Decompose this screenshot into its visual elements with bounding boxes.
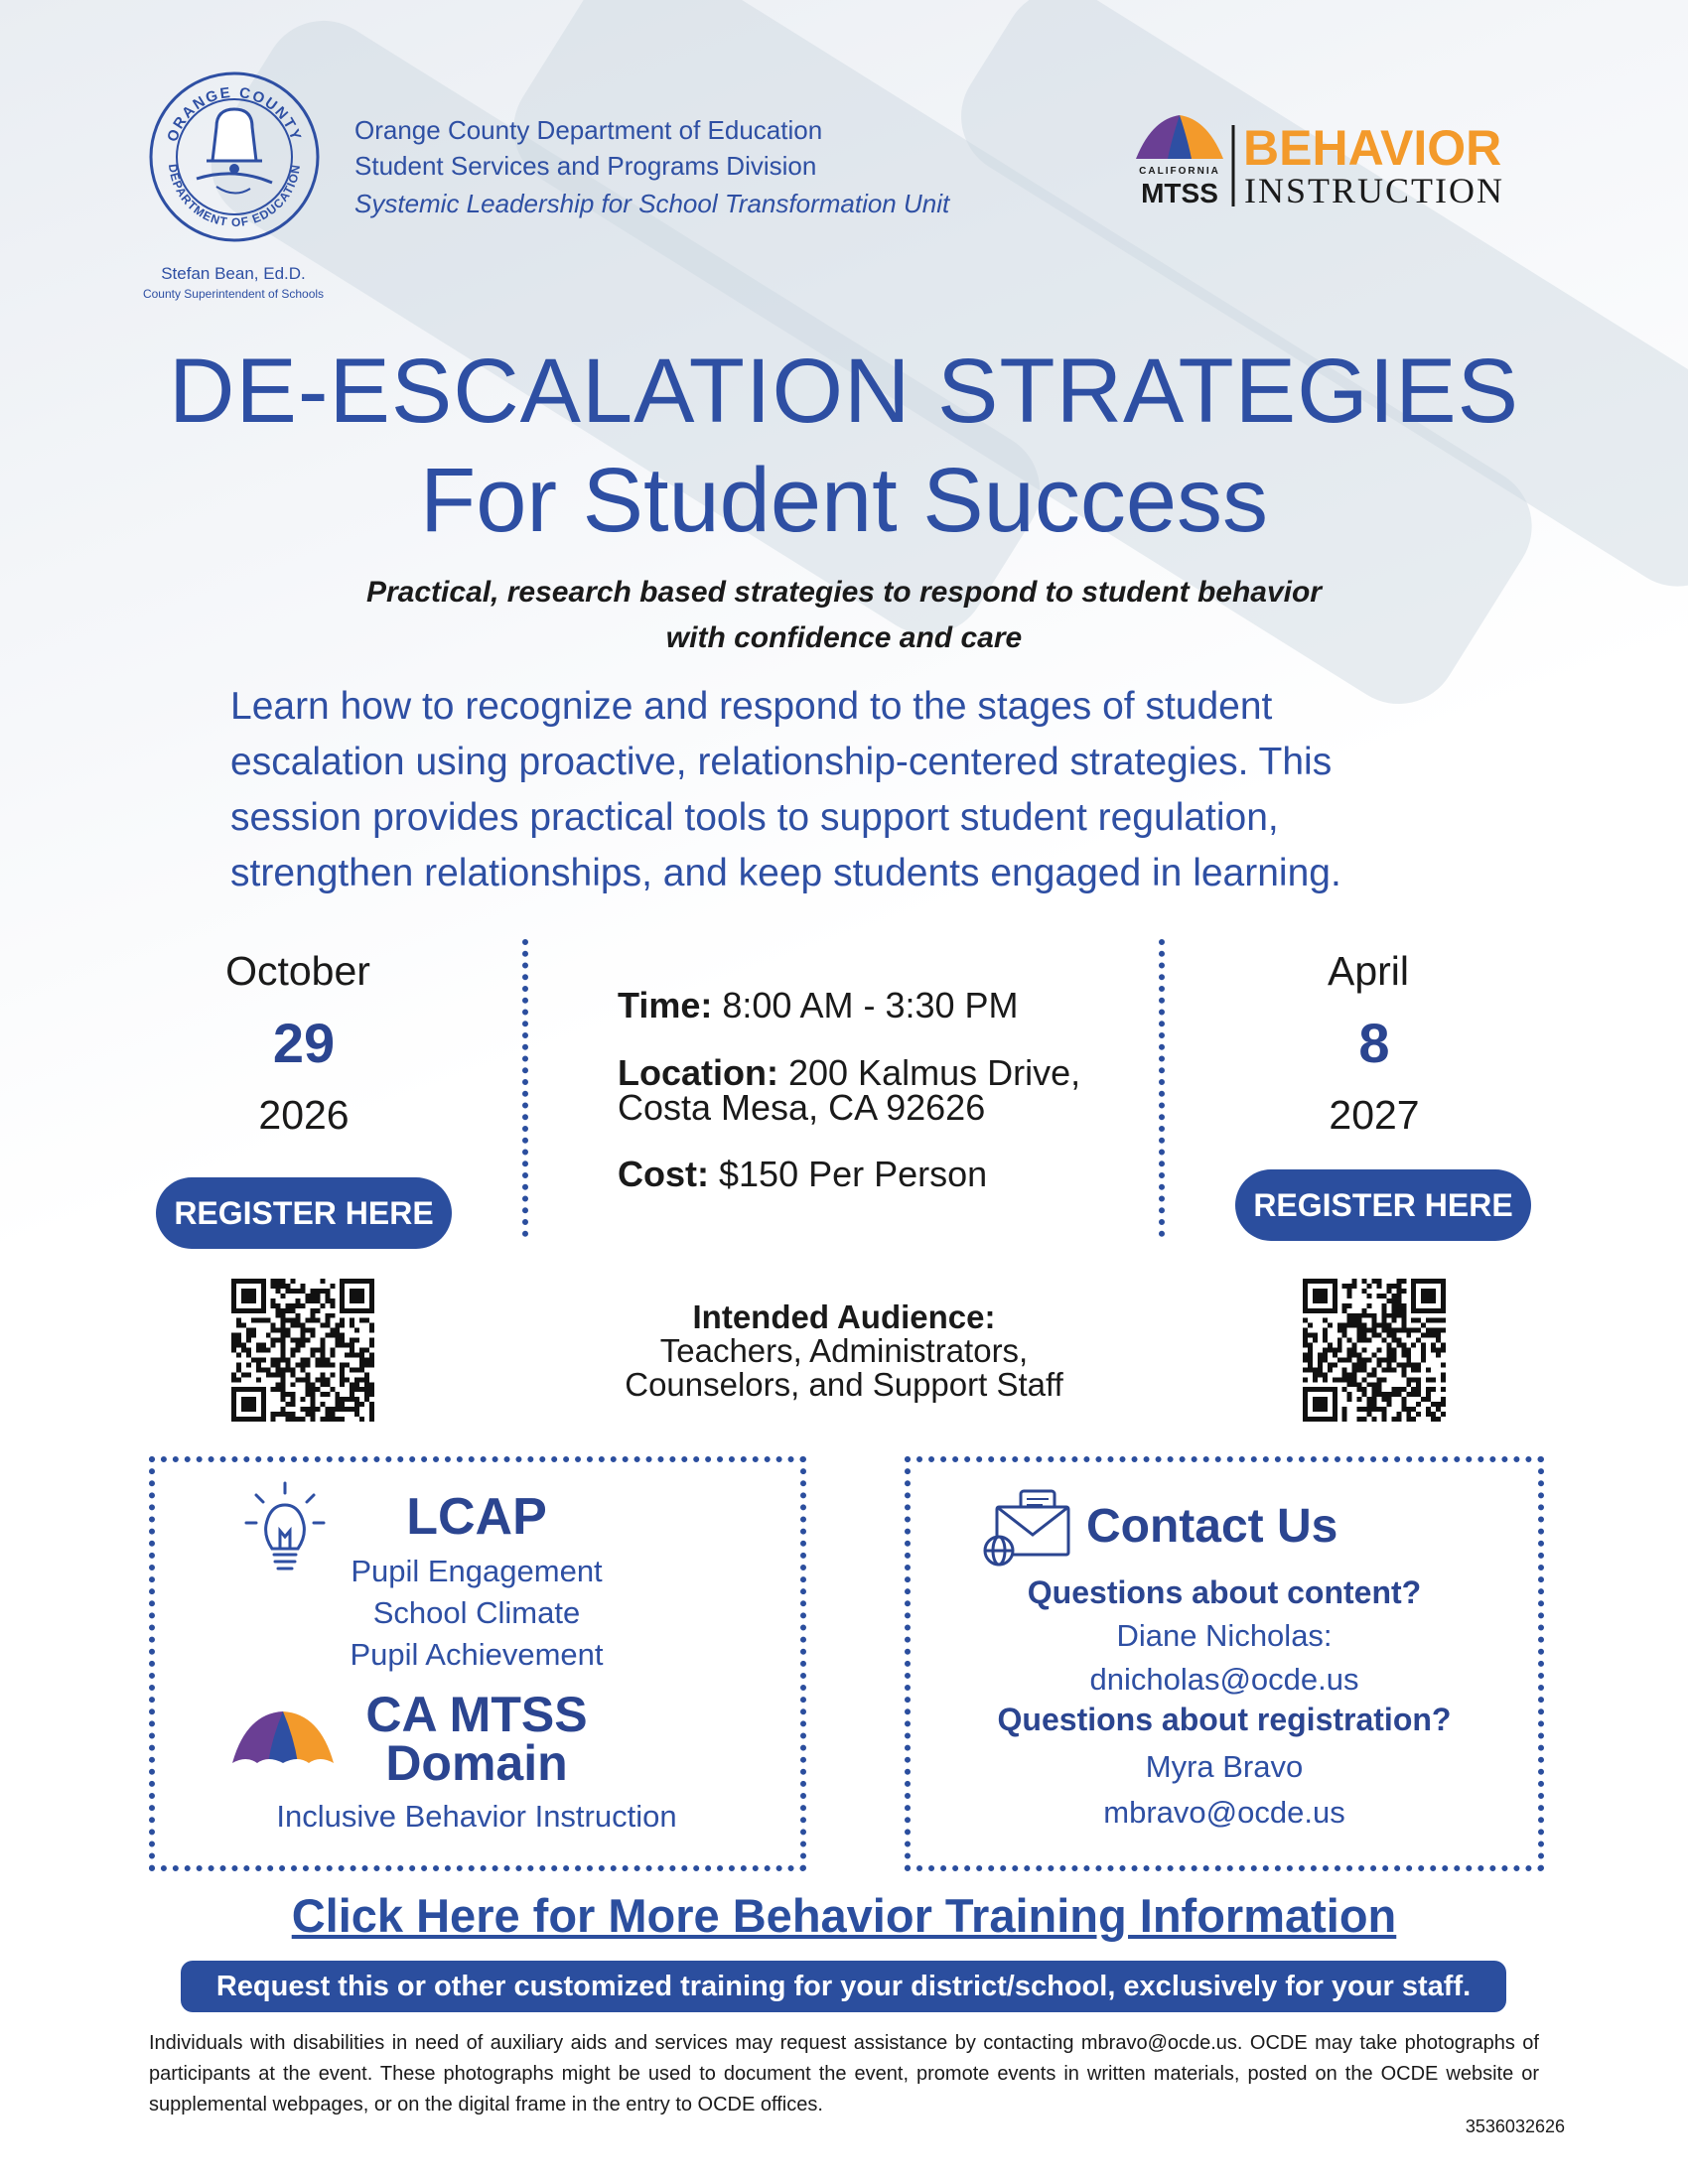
- superintendent-name: Stefan Bean, Ed.D.: [161, 264, 306, 283]
- intro-line3: session provides practical tools to support student regulation,: [230, 796, 1279, 839]
- mtss-domain-text: Inclusive Behavior Instruction: [276, 1799, 677, 1834]
- logo-california-text: CALIFORNIA: [1139, 166, 1220, 177]
- lcap-item: Pupil Engagement: [351, 1554, 603, 1588]
- ca-mtss-behavior-instruction-logo: [1132, 111, 1549, 210]
- registration-contact-email[interactable]: mbravo@ocde.us: [1103, 1795, 1345, 1830]
- intro-line2: escalation using proactive, relationship-centered strategies. This: [230, 741, 1333, 783]
- contact-heading: Contact Us: [1086, 1500, 1338, 1553]
- ocde-seal-logo: [147, 69, 322, 244]
- dotted-divider: [522, 939, 528, 1237]
- audience-line2: Counselors, and Support Staff: [625, 1366, 1063, 1403]
- logo-mtss-text: MTSS: [1141, 178, 1218, 208]
- lcap-item: School Climate: [372, 1595, 581, 1630]
- audience-heading: Intended Audience:: [692, 1298, 996, 1335]
- domain-heading: Domain: [385, 1735, 568, 1791]
- session2-year: 2027: [1329, 1092, 1420, 1138]
- mtss-umbrella-icon: [228, 1707, 338, 1771]
- location-line1: 200 Kalmus Drive,: [777, 1052, 1081, 1093]
- qr-code-october[interactable]: [231, 1279, 374, 1422]
- cost-label: Cost:: [618, 1154, 709, 1194]
- session1-month: October: [225, 948, 370, 994]
- register-button-october[interactable]: REGISTER HERE: [156, 1177, 452, 1249]
- org-line-unit: Systemic Leadership for School Transformation Unit: [354, 189, 950, 218]
- ca-mtss-heading: CA MTSS: [365, 1687, 588, 1742]
- session2-month: April: [1327, 948, 1410, 994]
- content-question: Questions about content?: [1027, 1574, 1422, 1610]
- session2-day: 8: [1358, 1012, 1390, 1074]
- document-number: 3536032626: [1465, 2116, 1565, 2136]
- org-line-department: Orange County Department of Education: [354, 115, 823, 145]
- request-training-banner: Request this or other customized training for your district/school, exclusively for your staff.: [181, 1961, 1506, 2012]
- logo-instruction-text: INSTRUCTION: [1244, 171, 1504, 210]
- dotted-divider: [1159, 939, 1165, 1237]
- seal-bottom-text: DEPARTMENT OF EDUCATION: [165, 163, 304, 230]
- session1-year: 2026: [258, 1092, 350, 1138]
- lcap-item: Pupil Achievement: [350, 1637, 604, 1672]
- org-line-division: Student Services and Programs Division: [354, 151, 817, 181]
- email-globe-icon: [983, 1489, 1072, 1569]
- register-button-april[interactable]: REGISTER HERE: [1235, 1169, 1531, 1241]
- intro-line4: strengthen relationships, and keep students engaged in learning.: [230, 852, 1341, 894]
- time-detail: [618, 985, 1019, 1026]
- main-title-line1: DE-ESCALATION STRATEGIES: [169, 341, 1519, 442]
- location-label: Location:: [618, 1052, 778, 1093]
- qr-code-april[interactable]: [1303, 1279, 1446, 1422]
- seal-top-text: ORANGE COUNTY: [164, 83, 305, 145]
- session1-day: 29: [272, 1012, 336, 1074]
- tagline-line2: with confidence and care: [665, 621, 1023, 654]
- time-value: 8:00 AM - 3:30 PM: [712, 985, 1019, 1025]
- lcap-heading: LCAP: [406, 1488, 547, 1546]
- cost-detail: [618, 1154, 987, 1195]
- audience-line1: Teachers, Administrators,: [659, 1332, 1029, 1369]
- disclaimer-text: Individuals with disabilities in need of auxiliary aids and services may request assistance by contacting mbravo@ocde.us. OCDE may take photographs of participants at the event. These photographs might be used to document the event, promote events in written materials, posted on the OCDE website or supplemental webpages, or on the digital frame in the entry to OCDE offices.: [149, 2032, 1539, 2116]
- content-contact-email[interactable]: dnicholas@ocde.us: [1089, 1662, 1359, 1697]
- more-training-link[interactable]: Click Here for More Behavior Training Information: [291, 1889, 1397, 1942]
- tagline-line1: Practical, research based strategies to respond to student behavior: [366, 576, 1322, 609]
- superintendent-title: County Superintendent of Schools: [142, 287, 325, 301]
- location-line2: Costa Mesa, CA 92626: [618, 1087, 986, 1128]
- registration-contact-name: Myra Bravo: [1145, 1749, 1304, 1784]
- time-label: Time:: [618, 985, 713, 1025]
- cost-value: $150 Per Person: [709, 1154, 988, 1194]
- main-title-line2: For Student Success: [420, 450, 1268, 551]
- registration-question: Questions about registration?: [997, 1702, 1452, 1737]
- logo-behavior-text: BEHAVIOR: [1243, 120, 1502, 176]
- intro-line1: Learn how to recognize and respond to the stages of student: [230, 685, 1273, 728]
- content-contact-name: Diane Nicholas:: [1116, 1618, 1333, 1653]
